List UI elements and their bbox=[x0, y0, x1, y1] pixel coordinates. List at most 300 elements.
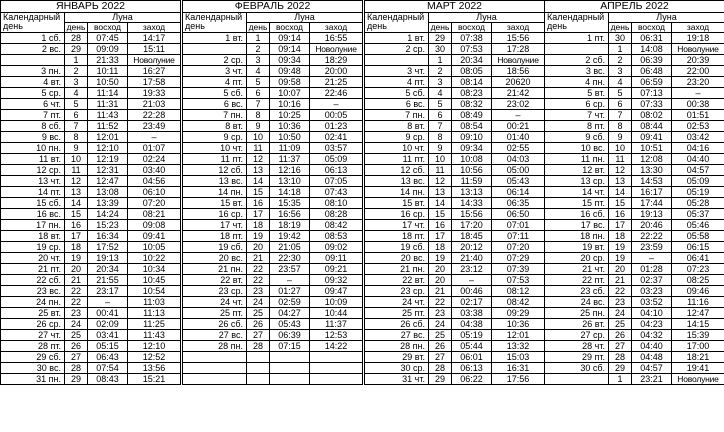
moonrise-time: 22:30 bbox=[270, 253, 310, 264]
moonset-time: Новолуние bbox=[672, 374, 724, 385]
moonset-time: 13:32 bbox=[492, 341, 545, 352]
table-row bbox=[183, 341, 363, 352]
moon-day: 29 bbox=[609, 363, 632, 374]
moonrise-time: 16:56 bbox=[270, 209, 310, 220]
moon-day: 20 bbox=[65, 264, 88, 275]
table-row bbox=[365, 198, 545, 209]
moon-day: 25 bbox=[609, 319, 632, 330]
moonset-time: 10:54 bbox=[128, 286, 181, 297]
calendar-day: 20 ср. bbox=[545, 253, 609, 264]
table-row bbox=[365, 242, 545, 253]
table-row bbox=[545, 176, 724, 187]
calendar-day: 2 сб. bbox=[545, 55, 609, 66]
moon-day: 15 bbox=[609, 198, 632, 209]
moonrise-time: 08:02 bbox=[632, 110, 672, 121]
calendar-day: 17 пн. bbox=[1, 220, 65, 231]
table-row bbox=[545, 275, 724, 286]
moon-day: 2 bbox=[429, 66, 452, 77]
moon-day: 16 bbox=[247, 198, 270, 209]
table-row bbox=[545, 286, 724, 297]
calendar-day: 1 сб. bbox=[1, 33, 65, 44]
moonrise-time: 10:36 bbox=[270, 121, 310, 132]
table-row bbox=[365, 176, 545, 187]
moon-day bbox=[247, 352, 270, 363]
calendar-day: 16 сб. bbox=[545, 209, 609, 220]
moonrise-time: 08:43 bbox=[88, 374, 128, 385]
moonset-time: 02:53 bbox=[672, 121, 724, 132]
moon-day-header: день bbox=[65, 23, 88, 33]
moonrise-time: 20:12 bbox=[452, 242, 492, 253]
calendar-day: 7 пт. bbox=[1, 110, 65, 121]
calendar-day: 28 пн. bbox=[183, 341, 247, 352]
moon-day: 29 bbox=[65, 374, 88, 385]
calendar-day-header: Календарный день bbox=[545, 13, 609, 33]
calendar-day: 8 вт. bbox=[183, 121, 247, 132]
calendar-day: 13 чт. bbox=[1, 176, 65, 187]
calendar-day bbox=[183, 374, 247, 385]
calendar-day: 9 вс. bbox=[1, 132, 65, 143]
moonset-time: 16:31 bbox=[492, 363, 545, 374]
moonset-time: 07:43 bbox=[310, 187, 363, 198]
moonrise-time: 10:11 bbox=[88, 66, 128, 77]
moonrise-time: 06:22 bbox=[452, 374, 492, 385]
moon-day: 25 bbox=[65, 330, 88, 341]
moonrise-time: 12:08 bbox=[632, 154, 672, 165]
table-row bbox=[365, 330, 545, 341]
table-row bbox=[365, 165, 545, 176]
table-row bbox=[545, 341, 724, 352]
moon-day: 16 bbox=[429, 220, 452, 231]
table-row bbox=[365, 44, 545, 55]
moonrise-time: 04:48 bbox=[632, 352, 672, 363]
calendar-day: 8 сб. bbox=[1, 121, 65, 132]
moonset-time: 06:35 bbox=[492, 198, 545, 209]
moonset-time: 21:03 bbox=[128, 99, 181, 110]
table-row bbox=[365, 319, 545, 330]
moon-day: 23 bbox=[247, 286, 270, 297]
calendar-day: 22 вт. bbox=[365, 275, 429, 286]
moon-day: 20 bbox=[429, 275, 452, 286]
moonrise-time: 12:47 bbox=[88, 176, 128, 187]
table-row bbox=[183, 154, 363, 165]
moonrise-time: 14:53 bbox=[632, 176, 672, 187]
moonrise-time: 10:08 bbox=[452, 154, 492, 165]
table-row bbox=[1, 308, 181, 319]
moonset-time: 10:44 bbox=[310, 308, 363, 319]
moonset-time: 06:15 bbox=[672, 242, 724, 253]
moon-day: 24 bbox=[429, 319, 452, 330]
moonset-time: 22:46 bbox=[310, 88, 363, 99]
moon-day: 17 bbox=[429, 231, 452, 242]
moon-day: 14 bbox=[247, 176, 270, 187]
moon-day: 22 bbox=[247, 275, 270, 286]
moonset-time: – bbox=[128, 132, 181, 143]
moonrise-time: 05:43 bbox=[270, 319, 310, 330]
moonrise-time: 13:39 bbox=[88, 198, 128, 209]
moonrise-time: 07:33 bbox=[632, 99, 672, 110]
moon-day: 18 bbox=[247, 220, 270, 231]
moonset-time: 07:53 bbox=[492, 275, 545, 286]
moonset-time: 23:20 bbox=[672, 77, 724, 88]
table-row bbox=[545, 44, 724, 55]
moonset-time bbox=[310, 363, 363, 374]
moon-day: 17 bbox=[65, 231, 88, 242]
table-row bbox=[183, 33, 363, 44]
table-row bbox=[365, 187, 545, 198]
table-row bbox=[183, 121, 363, 132]
table-row bbox=[1, 33, 181, 44]
calendar-day: 13 вс. bbox=[365, 176, 429, 187]
calendar-day: 21 пт. bbox=[1, 264, 65, 275]
calendar-day-header: Календарный день bbox=[183, 13, 247, 33]
table-row bbox=[545, 264, 724, 275]
moon-day: 22 bbox=[429, 297, 452, 308]
moonset-time bbox=[310, 352, 363, 363]
moonrise-time: 05:44 bbox=[452, 341, 492, 352]
calendar-day: 19 сб. bbox=[365, 242, 429, 253]
table-row bbox=[545, 363, 724, 374]
moonset-time: 22:00 bbox=[672, 66, 724, 77]
calendar-day: 10 пн. bbox=[1, 143, 65, 154]
calendar-day: 5 вт. bbox=[545, 88, 609, 99]
moonrise-time: – bbox=[452, 275, 492, 286]
moonrise-time: 14:08 bbox=[632, 44, 672, 55]
calendar-day: 28 пн. bbox=[365, 341, 429, 352]
moonset-time: 11:13 bbox=[128, 308, 181, 319]
moonrise-time: 03:38 bbox=[452, 308, 492, 319]
moonrise-time: 15:35 bbox=[270, 198, 310, 209]
moonset-time: 10:45 bbox=[128, 275, 181, 286]
moonrise-time: 17:20 bbox=[452, 220, 492, 231]
moon-day: 8 bbox=[609, 121, 632, 132]
calendar-day: 25 вт. bbox=[1, 308, 65, 319]
calendar-day: 16 ср. bbox=[365, 209, 429, 220]
calendar-day: 1 вт. bbox=[365, 33, 429, 44]
moonrise-time bbox=[270, 363, 310, 374]
moonset-time: 04:57 bbox=[672, 165, 724, 176]
moonset-time: 09:29 bbox=[492, 308, 545, 319]
calendar-table bbox=[544, 0, 724, 385]
moonset-time: 12:52 bbox=[128, 352, 181, 363]
moonrise-time: 00:46 bbox=[452, 286, 492, 297]
moonrise-time: 09:58 bbox=[270, 77, 310, 88]
table-row bbox=[183, 77, 363, 88]
moonset-time bbox=[310, 374, 363, 385]
moonrise-time: 12:19 bbox=[88, 154, 128, 165]
moonset-time: 09:32 bbox=[310, 275, 363, 286]
calendar-day bbox=[183, 352, 247, 363]
moonrise-time: 11:59 bbox=[452, 176, 492, 187]
moonrise-time: 19:42 bbox=[270, 231, 310, 242]
moonset-time: 21:25 bbox=[310, 77, 363, 88]
moonset-time: 07:29 bbox=[492, 253, 545, 264]
moonrise-time: 23:17 bbox=[88, 286, 128, 297]
moonset-time: Новолуние bbox=[672, 44, 724, 55]
moonrise-time: 09:48 bbox=[270, 66, 310, 77]
table-row bbox=[183, 88, 363, 99]
moonset-time: 04:40 bbox=[672, 154, 724, 165]
moonrise-time: 21:40 bbox=[452, 253, 492, 264]
calendar-day: 30 вс. bbox=[1, 363, 65, 374]
moonrise-time: 09:34 bbox=[270, 55, 310, 66]
table-row bbox=[1, 374, 181, 385]
moon-day: 11 bbox=[247, 143, 270, 154]
moon-day: 7 bbox=[609, 110, 632, 121]
table-row bbox=[545, 55, 724, 66]
calendar-day bbox=[183, 44, 247, 55]
moon-day: 20 bbox=[247, 242, 270, 253]
table-row bbox=[1, 77, 181, 88]
moonrise-time: 15:56 bbox=[452, 209, 492, 220]
moon-day: 23 bbox=[65, 308, 88, 319]
moon-day: 24 bbox=[609, 308, 632, 319]
moon-day: 19 bbox=[247, 231, 270, 242]
moonrise-time: 08:14 bbox=[452, 77, 492, 88]
moonset-time: 05:43 bbox=[492, 176, 545, 187]
moonset-time: 07:11 bbox=[492, 231, 545, 242]
moonrise-time: 09:14 bbox=[270, 33, 310, 44]
calendar-day: 30 ср. bbox=[365, 363, 429, 374]
moonrise-time: 04:10 bbox=[632, 308, 672, 319]
moon-day: 9 bbox=[609, 132, 632, 143]
table-row bbox=[1, 220, 181, 231]
table-row bbox=[183, 176, 363, 187]
moonrise-time: 04:57 bbox=[632, 363, 672, 374]
moon-day: 19 bbox=[65, 253, 88, 264]
table-row bbox=[183, 242, 363, 253]
moon-day: 22 bbox=[609, 286, 632, 297]
moonset-time: 07:20 bbox=[492, 242, 545, 253]
moonset-time: 08:25 bbox=[672, 275, 724, 286]
moon-day: 8 bbox=[429, 132, 452, 143]
moonset-time: 00:05 bbox=[310, 110, 363, 121]
moon-day: 28 bbox=[65, 363, 88, 374]
calendar-day: 23 ср. bbox=[183, 286, 247, 297]
moon-day: 11 bbox=[429, 165, 452, 176]
moonset-time: 09:46 bbox=[672, 286, 724, 297]
moonrise-time: 18:19 bbox=[270, 220, 310, 231]
table-row bbox=[365, 110, 545, 121]
calendar-day: 23 вс. bbox=[1, 286, 65, 297]
table-row bbox=[545, 220, 724, 231]
moon-day: 5 bbox=[429, 99, 452, 110]
moon-day: 19 bbox=[429, 253, 452, 264]
table-row bbox=[545, 165, 724, 176]
calendar-day: 23 ср. bbox=[365, 286, 429, 297]
moonset-time: – bbox=[310, 99, 363, 110]
calendar-day: 17 вс. bbox=[545, 220, 609, 231]
moonrise-time: 06:39 bbox=[270, 330, 310, 341]
table-row bbox=[183, 330, 363, 341]
moon-day: 26 bbox=[65, 341, 88, 352]
moonrise-time: 05:19 bbox=[452, 330, 492, 341]
moonset-time: 19:18 bbox=[672, 33, 724, 44]
calendar-day: 24 чт. bbox=[183, 297, 247, 308]
calendar-day: 19 вт. bbox=[545, 242, 609, 253]
table-row bbox=[1, 231, 181, 242]
moon-day: 9 bbox=[247, 121, 270, 132]
moonrise-time: 20:34 bbox=[452, 55, 492, 66]
calendar-day: 27 ср. bbox=[545, 330, 609, 341]
table-row bbox=[183, 286, 363, 297]
moonrise-time: 09:41 bbox=[632, 132, 672, 143]
moonrise-time: 10:50 bbox=[270, 132, 310, 143]
calendar-day: 18 пт. bbox=[183, 231, 247, 242]
calendar-day: 5 сб. bbox=[365, 88, 429, 99]
table-row bbox=[365, 363, 545, 374]
table-row bbox=[183, 363, 363, 374]
moonset-time: 07:20 bbox=[128, 198, 181, 209]
moonset-header: заход bbox=[128, 23, 181, 33]
moonset-time: 06:13 bbox=[310, 165, 363, 176]
moon-day: 20 bbox=[609, 264, 632, 275]
moonrise-time: 17:44 bbox=[632, 198, 672, 209]
moonrise-time: 07:53 bbox=[452, 44, 492, 55]
table-row bbox=[545, 253, 724, 264]
moonset-time: 06:41 bbox=[672, 253, 724, 264]
moonset-time: 05:09 bbox=[310, 154, 363, 165]
calendar-day: 14 пн. bbox=[365, 187, 429, 198]
table-row bbox=[365, 286, 545, 297]
moonset-time: 07:23 bbox=[672, 264, 724, 275]
moonset-time: 04:03 bbox=[492, 154, 545, 165]
moon-day: 12 bbox=[247, 154, 270, 165]
moon-day: 30 bbox=[429, 44, 452, 55]
moonset-time: 20:00 bbox=[310, 66, 363, 77]
moon-day: 14 bbox=[429, 198, 452, 209]
moon-day: 21 bbox=[65, 275, 88, 286]
moon-day: 1 bbox=[65, 55, 88, 66]
moonrise-time: 09:10 bbox=[452, 132, 492, 143]
table-row bbox=[1, 253, 181, 264]
calendar-day: 21 пн. bbox=[183, 264, 247, 275]
table-row bbox=[183, 99, 363, 110]
calendar-day: 11 пт. bbox=[183, 154, 247, 165]
moonset-time: 05:46 bbox=[672, 220, 724, 231]
moonset-time: 07:05 bbox=[310, 176, 363, 187]
calendar-day: 24 чт. bbox=[365, 297, 429, 308]
calendar-day: 27 вс. bbox=[365, 330, 429, 341]
moonrise-time: 00:41 bbox=[88, 308, 128, 319]
calendar-day: 18 пн. bbox=[545, 231, 609, 242]
calendar-day: 25 пт. bbox=[365, 308, 429, 319]
moonrise-time: 23:12 bbox=[452, 264, 492, 275]
table-row bbox=[1, 99, 181, 110]
calendar-day: 14 пт. bbox=[1, 187, 65, 198]
moonrise-time: 07:13 bbox=[632, 88, 672, 99]
table-row bbox=[365, 209, 545, 220]
table-row bbox=[365, 297, 545, 308]
table-row bbox=[1, 242, 181, 253]
table-row bbox=[545, 33, 724, 44]
moonset-time: 12:10 bbox=[128, 341, 181, 352]
moonrise-header: восход bbox=[632, 23, 672, 33]
table-row bbox=[545, 319, 724, 330]
moonset-time: 06:10 bbox=[128, 187, 181, 198]
calendar-day: 12 ср. bbox=[1, 165, 65, 176]
moonset-time: 21:42 bbox=[492, 88, 545, 99]
moonrise-time: 15:23 bbox=[88, 220, 128, 231]
table-row bbox=[1, 341, 181, 352]
moonset-time: 02:24 bbox=[128, 154, 181, 165]
table-row bbox=[365, 264, 545, 275]
moon-day: 14 bbox=[65, 198, 88, 209]
moonset-time: 15:21 bbox=[128, 374, 181, 385]
moon-day: 24 bbox=[247, 297, 270, 308]
moonrise-time: 07:15 bbox=[270, 341, 310, 352]
moon-day: 22 bbox=[247, 264, 270, 275]
calendar-day: 2 вс. bbox=[1, 44, 65, 55]
moonrise-time: 10:25 bbox=[270, 110, 310, 121]
moonrise-time: 13:30 bbox=[632, 165, 672, 176]
moonset-time: 04:56 bbox=[128, 176, 181, 187]
moon-day: 6 bbox=[247, 88, 270, 99]
moon-day: 30 bbox=[609, 33, 632, 44]
moonrise-time: 06:31 bbox=[632, 33, 672, 44]
table-row bbox=[183, 209, 363, 220]
calendar-day: 8 пт. bbox=[545, 121, 609, 132]
moonset-time: 19:41 bbox=[672, 363, 724, 374]
moon-day: 29 bbox=[65, 44, 88, 55]
moon-header: Луна bbox=[429, 13, 545, 23]
table-row bbox=[365, 374, 545, 385]
calendar-day: 11 пт. bbox=[365, 154, 429, 165]
table-row bbox=[183, 253, 363, 264]
moonrise-time: 11:43 bbox=[88, 110, 128, 121]
moon-day: 4 bbox=[609, 77, 632, 88]
moonrise-header: восход bbox=[88, 23, 128, 33]
moonrise-time: 08:49 bbox=[452, 110, 492, 121]
moonrise-time: 08:32 bbox=[452, 99, 492, 110]
moon-day: 2 bbox=[65, 66, 88, 77]
calendar-day: 20 вс. bbox=[365, 253, 429, 264]
calendar-day bbox=[545, 44, 609, 55]
moon-day: 21 bbox=[609, 275, 632, 286]
calendar-day: 19 сб. bbox=[183, 242, 247, 253]
moon-day: 13 bbox=[429, 187, 452, 198]
calendar-day: 7 пн. bbox=[183, 110, 247, 121]
calendar-day: 1 вт. bbox=[183, 33, 247, 44]
moonrise-time: 10:50 bbox=[88, 77, 128, 88]
calendar-day: 9 ср. bbox=[183, 132, 247, 143]
moon-day: 27 bbox=[429, 352, 452, 363]
moon-day: 9 bbox=[65, 143, 88, 154]
table-row bbox=[1, 55, 181, 66]
calendar-day: 27 чт. bbox=[1, 330, 65, 341]
moonset-time: 06:50 bbox=[492, 209, 545, 220]
calendar-day: 12 сб. bbox=[183, 165, 247, 176]
table-row bbox=[183, 66, 363, 77]
moonset-time: 09:21 bbox=[310, 264, 363, 275]
moonset-time: 15:39 bbox=[672, 330, 724, 341]
calendar-day: 13 вс. bbox=[183, 176, 247, 187]
moon-header: Луна bbox=[65, 13, 181, 23]
calendar-day: 11 пн. bbox=[545, 154, 609, 165]
moonrise-time: 01:27 bbox=[270, 286, 310, 297]
moonrise-time: 06:48 bbox=[632, 66, 672, 77]
moonrise-time: 07:45 bbox=[88, 33, 128, 44]
moonset-time: 03:42 bbox=[672, 132, 724, 143]
moon-day: 7 bbox=[429, 121, 452, 132]
moon-day: 2 bbox=[609, 55, 632, 66]
moonset-time: 00:21 bbox=[492, 121, 545, 132]
moon-day-header: день bbox=[429, 23, 452, 33]
moonrise-time: 09:09 bbox=[88, 44, 128, 55]
table-row bbox=[1, 88, 181, 99]
moon-day: 14 bbox=[609, 187, 632, 198]
table-row bbox=[1, 352, 181, 363]
calendar-day: 4 пн. bbox=[545, 77, 609, 88]
